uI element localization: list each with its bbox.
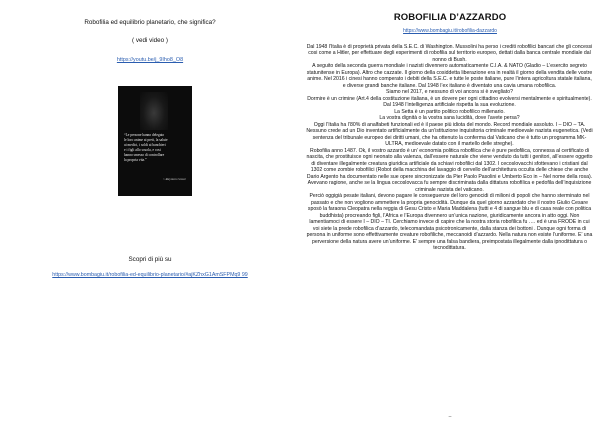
article-body [306,44,593,252]
paragraph: Siamo nel 2017, e nessuno di voi ancora si è svegliato? [386,89,513,96]
paragraph: Oggi l’Italia ha l’80% di analfabeti funzionali ed è il paese più idiota del mondo. Record mondiale assoluto. I – DIO – TA. Nessuno crede ad un Dio inventato artificialmente da un’istituzione inquisitoria criminale medioevale nazista eugenetica. (Vedi sentenza del tribunale europeo dei diritti umani, che ha ottenuto la conferma dal Vaticano che è tutto un programma MK-ULTRA, medioevale datato con il martello delle streghe). [306,121,593,148]
video-link[interactable]: https://youtu.be/j_9Iho8_O8 [116,57,184,63]
more-label: Scopri di più su [128,256,172,263]
video-note: ( vedi video ) [131,37,169,44]
article-title: ROBOFILIA D’AZZARDO [393,12,507,23]
quote-text: “Le persone hanno delegato le loro anime ai preti, la salute ai medici, i soldi ai banchieri e i figli allo scuola, e cosi hanno smesso di controllare la propria vita.” [124,133,168,162]
paragraph: Dormire è un crimine (Art.4 della costituzione italiana, è un dovere per ogni cittadino evolversi mentalmente e spiritualmente). Dal 1948 l’intelligenza artificiale rispetta la sua evoluzione. [307,95,592,109]
paragraph: La vostra dignità o la vostra sana lucidità, dove l’avete persa? [379,115,520,122]
paragraph: Dal 1948 l’Italia è di proprietà privata della S.E.C. di Washington. Mussolini ha perso i crediti robofilici bancari che gli concessi cosi come a Hitler, per effettuare degli esperimenti di robofilia sul territorio europeo, dettati dalla banca centrale mondiale dal nonno di Bush. [306,44,593,63]
source-link[interactable]: https://www.bombagiu.it/robofilia-dazzardo [403,28,497,34]
paragraph: A seguito della seconda guerra mondiale i nazisti divennero automaticamente C.I.A. & NATO (Gladio – L’esercito segreto statunitense in Europa). Altro che cazzate. Il giorno della cosiddetta liberazione era in realtà il giorno della vendita delle vostre anime. Nel 2016 i cinesi hanno comperato i debiti della S.E.C. e tutte le poste italiane, pure l’intera agricoltura statale italiana, e diverse grandi banche italiane. Dal 1948 l’ex italiano è diventato una cavia umana robofilica. [306,63,593,89]
more-link[interactable]: https://www.bombagiu.it/robofilia-ed-equilibrio-planetario/#ajKZhxG1AmSFPMq9 99 [52,272,248,278]
paragraph: Perciò oggigià pesate italiani, devono pagare le conseguenze del loro genocidi di milioni di popoli che hanno sterminato nel passato e che non vogliono ammettere la propria genocidità. Dunque da quel giorno azzardato che il nostro Giulio Cesare sposò la faraona Cleopatra nella reggia di Gesu Cristo e Maria Maddalena (tutti e 4 di sangue blu e di casa reale con politica buddhista) procreando figli, l’Africa e l’Europa divennero un’unica nazione, giuridicamente ancora in atto oggi. Non lamentiamoci di essere I – DIO – TI. Cerchiamo invece di capire che la nostra storia robofilica fu …. ed è una FRODE in cui voi siete la prede robofilica d’azzardo, telecomandata psicotronicamente, dalla stanza dei bottoni . Dunque ogni forma di persona in uniforme sono effettivamente creature robofiliche, meccanoidi d’azzardo. Nella natura non esiste l’uniforme. E’ una perversione della natura avere un’uniforme. E’ sempre una falsa bandiera, preimpostata illegalmente dalla ipnodittatura o tecnodittatura. [306,193,593,252]
quote-image [118,86,192,196]
paragraph: La Setta è un partito politico robofilico millenario. [394,108,505,115]
page-mark: – [448,414,452,420]
left-title: Robofilia ed equilibrio planetario, che significa? [84,19,216,26]
quote-author: ~ Raymon Grace [162,177,186,181]
paragraph: Robofilia anno 1487. Ok, il vostro azzardo è un’ economia politica robofilica che è pure pedofilica, connessa al certificato di nascita, che prostituisce ogni neonato alla valenza, dall’essere naturale che viene venduto da tutti i genitori, all’essere oggetto di diventare illegalmente creatura giuridica artificiale da schiavi robofilici dal 1302. I cecoslovacchi sfottevano i cristiani dal 1302 come zombie robofilici (Robot della macchina del lavaggio di cervello dell’architettura occulta delle chiese che anche Dario Argento ha documentato nelle sue opere sincronizzate da Pier Paolo Pasolini e Umberto Eco in – Nel nome della rosa). Avevano ragione, anche se la lingua cecoslovacca fu sempre discriminata dalla dittatura robofilica e pedofila dell’inquisizione criminale nazista del vaticano. [306,147,593,193]
statue-silhouette [140,92,168,130]
